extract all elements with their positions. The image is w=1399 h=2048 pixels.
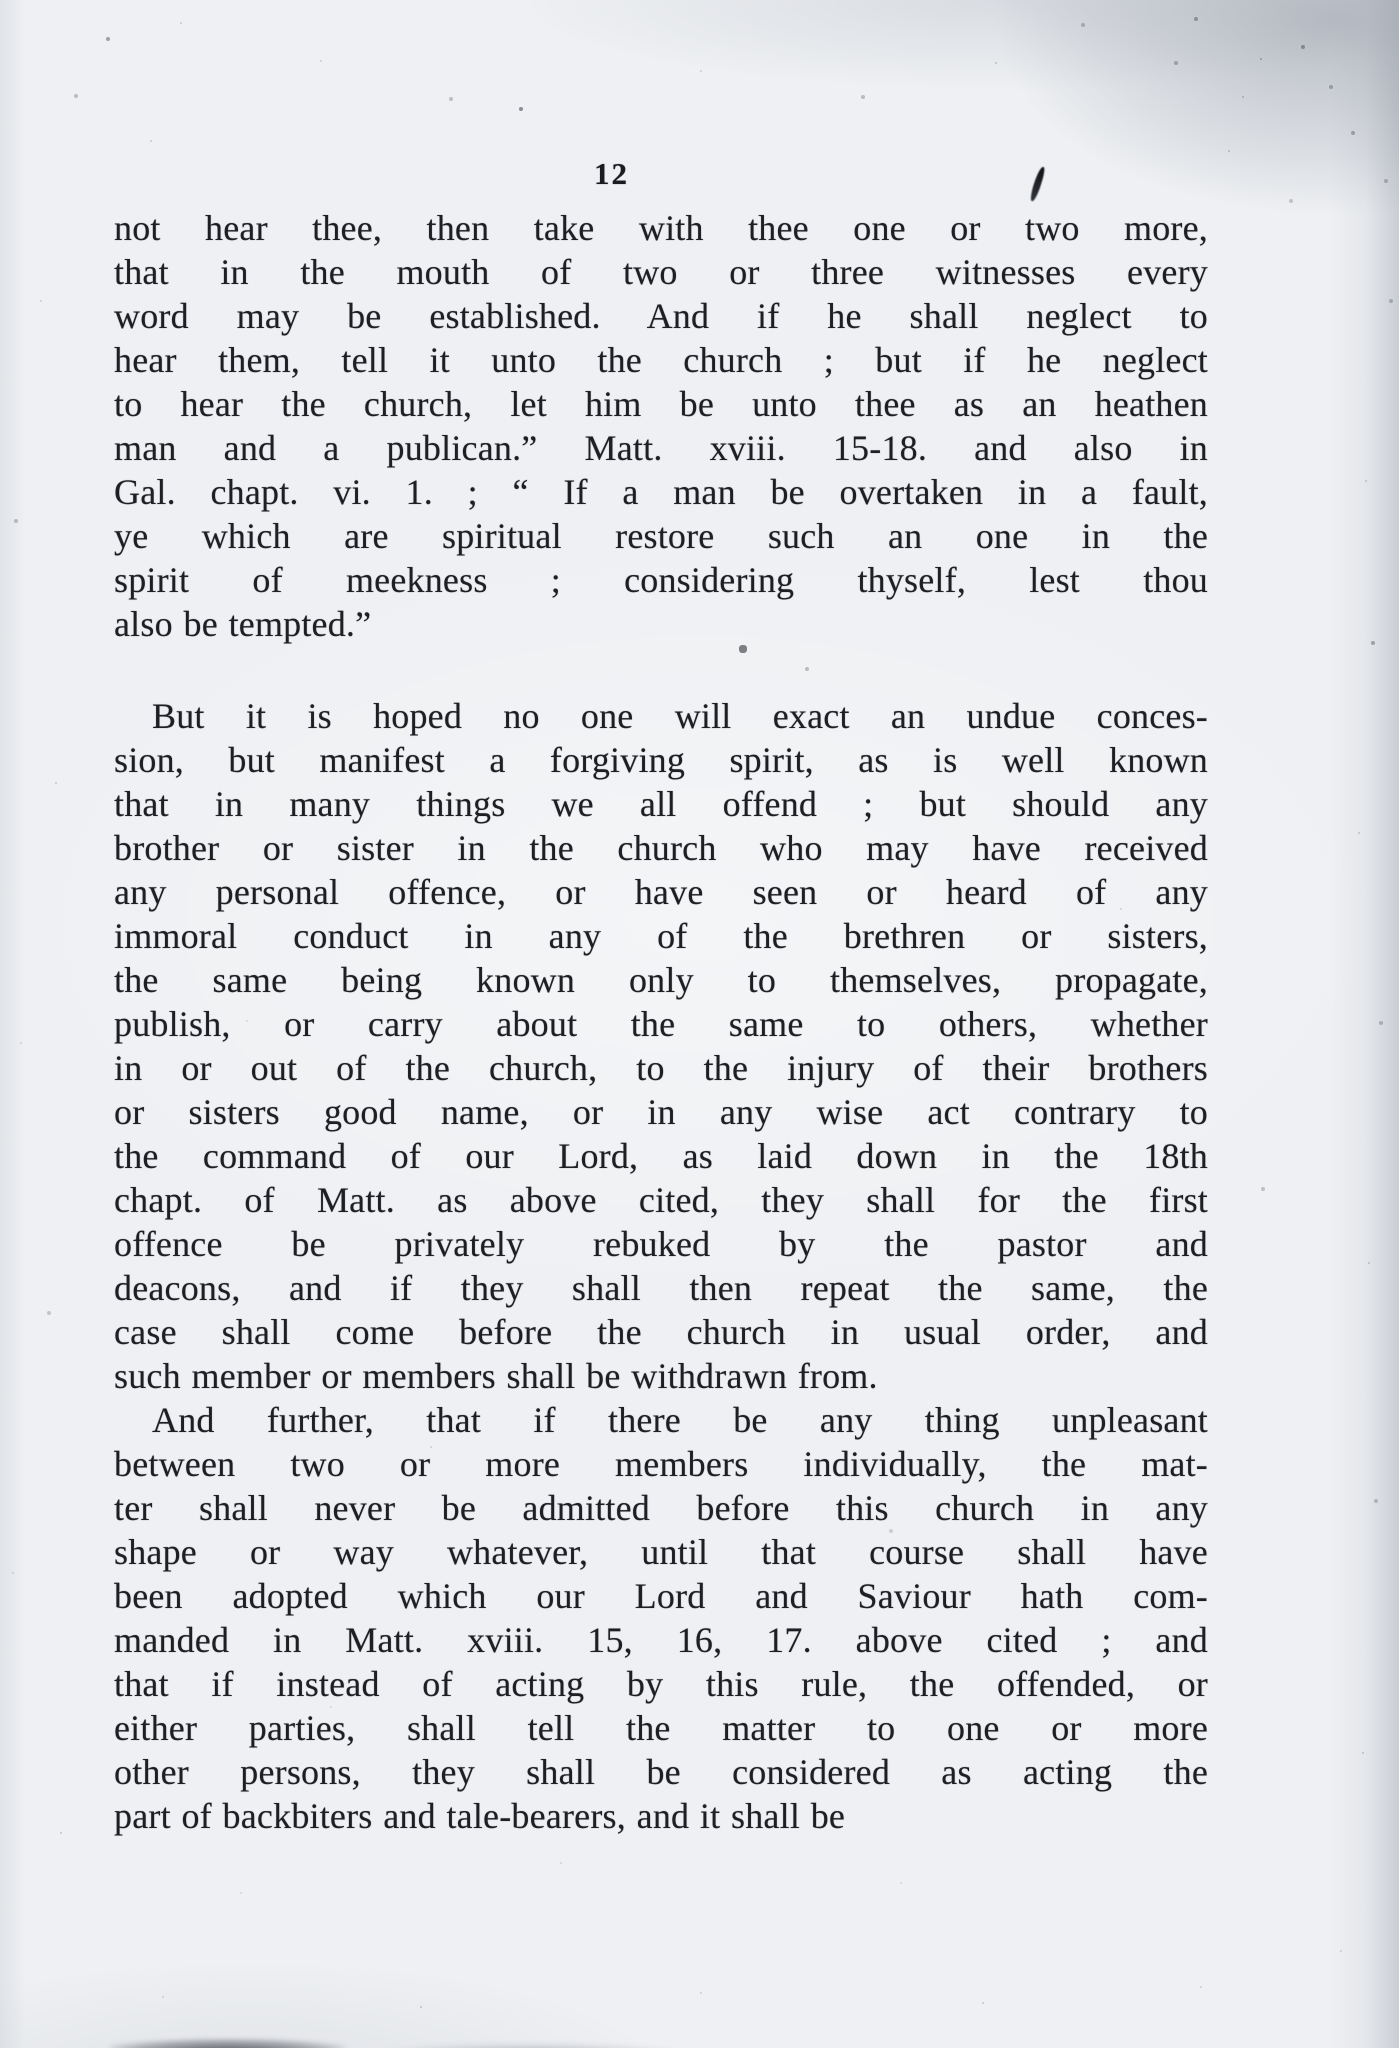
text-line: brother or sister in the church who may have received (114, 828, 1208, 868)
text-line: that if instead of acting by this rule, the offended, or (114, 1664, 1208, 1704)
text-line: to hear the church, let him be unto thee as an heathen (114, 384, 1208, 424)
text-line: man and a publican.” Matt. xviii. 15-18. and also in (114, 428, 1208, 468)
text-line: the command of our Lord, as laid down in the 18th (114, 1136, 1208, 1176)
text-line: word may be established. And if he shall neglect to (114, 296, 1208, 336)
text-line: that in many things we all offend ; but should any (114, 784, 1208, 824)
text-line: case shall come before the church in usual order, and (114, 1312, 1208, 1352)
text-line: ye which are spiritual restore such an one in the (114, 516, 1208, 556)
text-line: sion, but manifest a forgiving spirit, as is well known (114, 740, 1208, 780)
text-line: offence be privately rebuked by the pastor and (114, 1224, 1208, 1264)
paragraph-3 (114, 1398, 1208, 1838)
pen-mark-stroke (1029, 166, 1046, 202)
page-number: 12 (594, 156, 629, 191)
text-line: spirit of meekness ; considering thyself, lest thou (114, 560, 1208, 600)
text-line: manded in Matt. xviii. 15, 16, 17. above cited ; and (114, 1620, 1208, 1660)
text-line: hear them, tell it unto the church ; but if he neglect (114, 340, 1208, 380)
paragraph-1 (114, 206, 1208, 646)
text-line: also be tempted.” (114, 604, 372, 644)
text-line: ter shall never be admitted before this church in any (114, 1488, 1208, 1528)
text-block (114, 206, 1208, 1838)
text-line: or sisters good name, or in any wise act contrary to (114, 1092, 1208, 1132)
text-line: But it is hoped no one will exact an undue conces- (152, 696, 1208, 736)
text-line: not hear thee, then take with thee one or two more, (114, 208, 1208, 248)
text-line: any personal offence, or have seen or heard of any (114, 872, 1208, 912)
text-line: either parties, shall tell the matter to one or more (114, 1708, 1208, 1748)
text-line: the same being known only to themselves, propagate, (114, 960, 1208, 1000)
text-line: And further, that if there be any thing unpleasant (152, 1400, 1208, 1440)
text-line: publish, or carry about the same to others, whether (114, 1004, 1208, 1044)
text-line: other persons, they shall be considered as acting the (114, 1752, 1208, 1792)
scan-speckle-noise (0, 0, 2, 2)
paragraph-2 (114, 694, 1208, 1398)
text-line: that in the mouth of two or three witnesses every (114, 252, 1208, 292)
text-line: immoral conduct in any of the brethren or sisters, (114, 916, 1208, 956)
text-line: between two or more members individually, the mat- (114, 1444, 1208, 1484)
bottom-edge-smudge-faint (380, 2044, 680, 2048)
text-line: chapt. of Matt. as above cited, they shall for the first (114, 1180, 1208, 1220)
text-line: Gal. chapt. vi. 1. ; “ If a man be overtaken in a fault, (114, 472, 1208, 512)
text-line: been adopted which our Lord and Saviour hath com- (114, 1576, 1208, 1616)
text-line: in or out of the church, to the injury of their brothers (114, 1048, 1208, 1088)
text-line: deacons, and if they shall then repeat the same, the (114, 1268, 1208, 1308)
text-line: such member or members shall be withdrawn from. (114, 1356, 878, 1396)
bottom-edge-smudge (108, 2039, 346, 2048)
text-line: part of backbiters and tale-bearers, and it shall be (114, 1796, 846, 1836)
text-line: shape or way whatever, until that course shall have (114, 1532, 1208, 1572)
